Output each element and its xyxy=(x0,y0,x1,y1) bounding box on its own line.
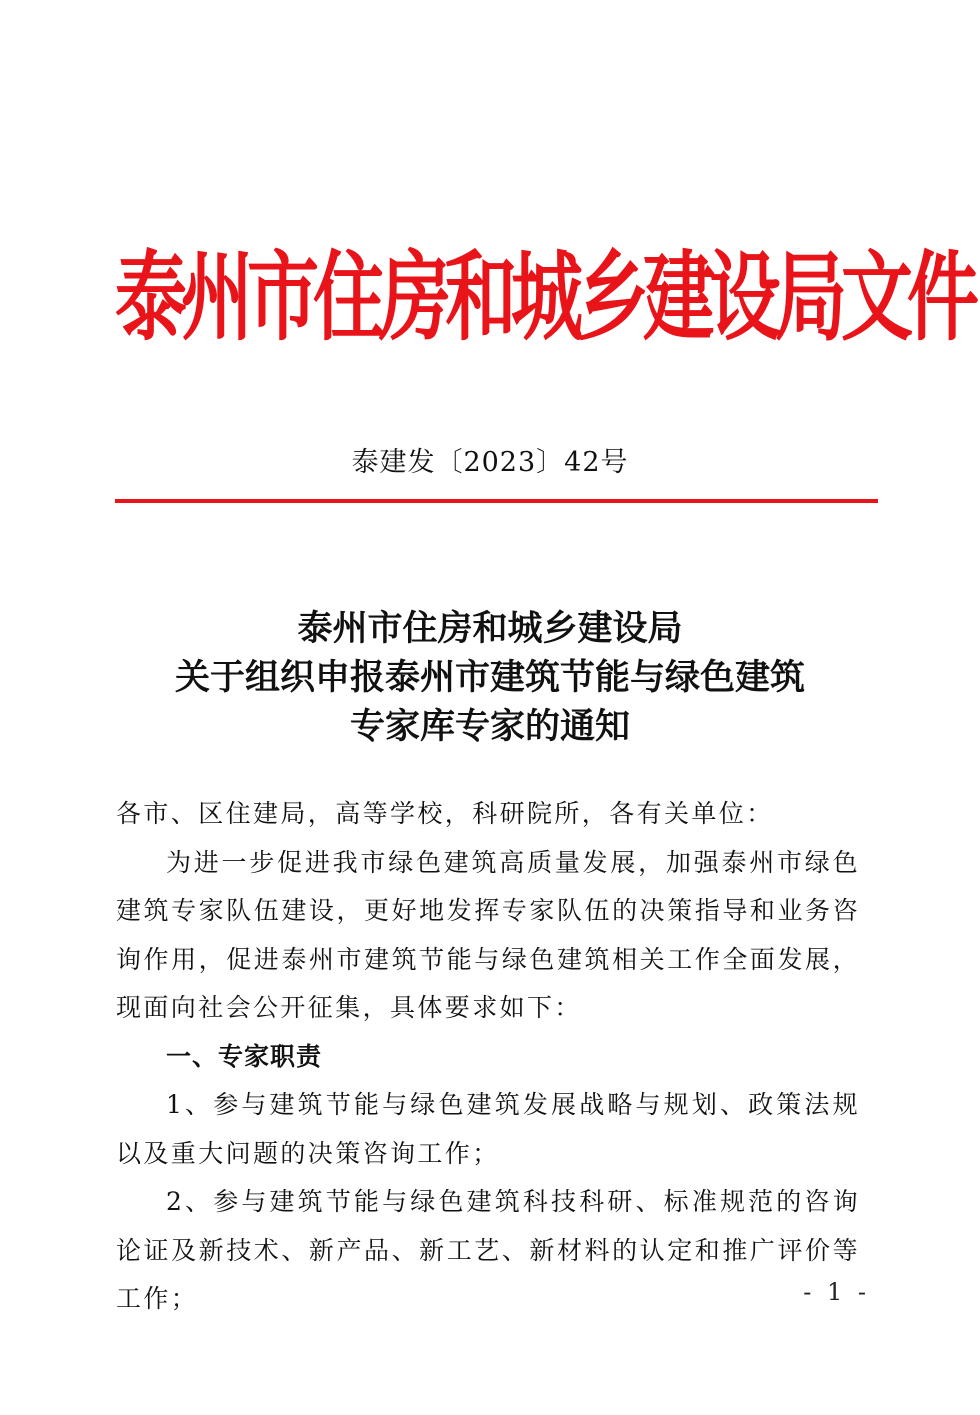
document-body xyxy=(116,790,860,1324)
section-heading-1: 一、专家职责 xyxy=(166,1041,323,1071)
salutation: 各市、区住建局，高等学校，科研院所，各有关单位： xyxy=(116,799,774,828)
document-title xyxy=(90,604,890,751)
duty-item-2: 2、参与建筑节能与绿色建筑科技科研、标准规范的咨询论证及新技术、新产品、新工艺、新材料的认定和推广评价等工作； xyxy=(116,1187,860,1313)
intro-paragraph: 为进一步促进我市绿色建筑高质量发展，加强泰州市绿色建筑专家队伍建设，更好地发挥专家队伍的决策指导和业务咨询作用，促进泰州市建筑节能与绿色建筑相关工作全面发展，现面向社会公开征集，具体要求如下： xyxy=(116,847,860,1022)
title-line-1: 泰州市住房和城乡建设局 xyxy=(297,608,683,649)
red-masthead xyxy=(115,232,974,362)
document-number: 泰建发〔2023〕42号 xyxy=(351,447,629,478)
title-line-3: 专家库专家的通知 xyxy=(349,706,630,747)
page-number: - 1 - xyxy=(803,1278,870,1306)
masthead-text: 泰州市住房和城乡建设局文件 xyxy=(115,238,974,354)
duty-item-1: 1、参与建筑节能与绿色建筑发展战略与规划、政策法规以及重大问题的决策咨询工作； xyxy=(116,1090,860,1168)
red-divider-line xyxy=(115,499,878,503)
title-line-2: 关于组织申报泰州市建筑节能与绿色建筑 xyxy=(174,657,805,698)
